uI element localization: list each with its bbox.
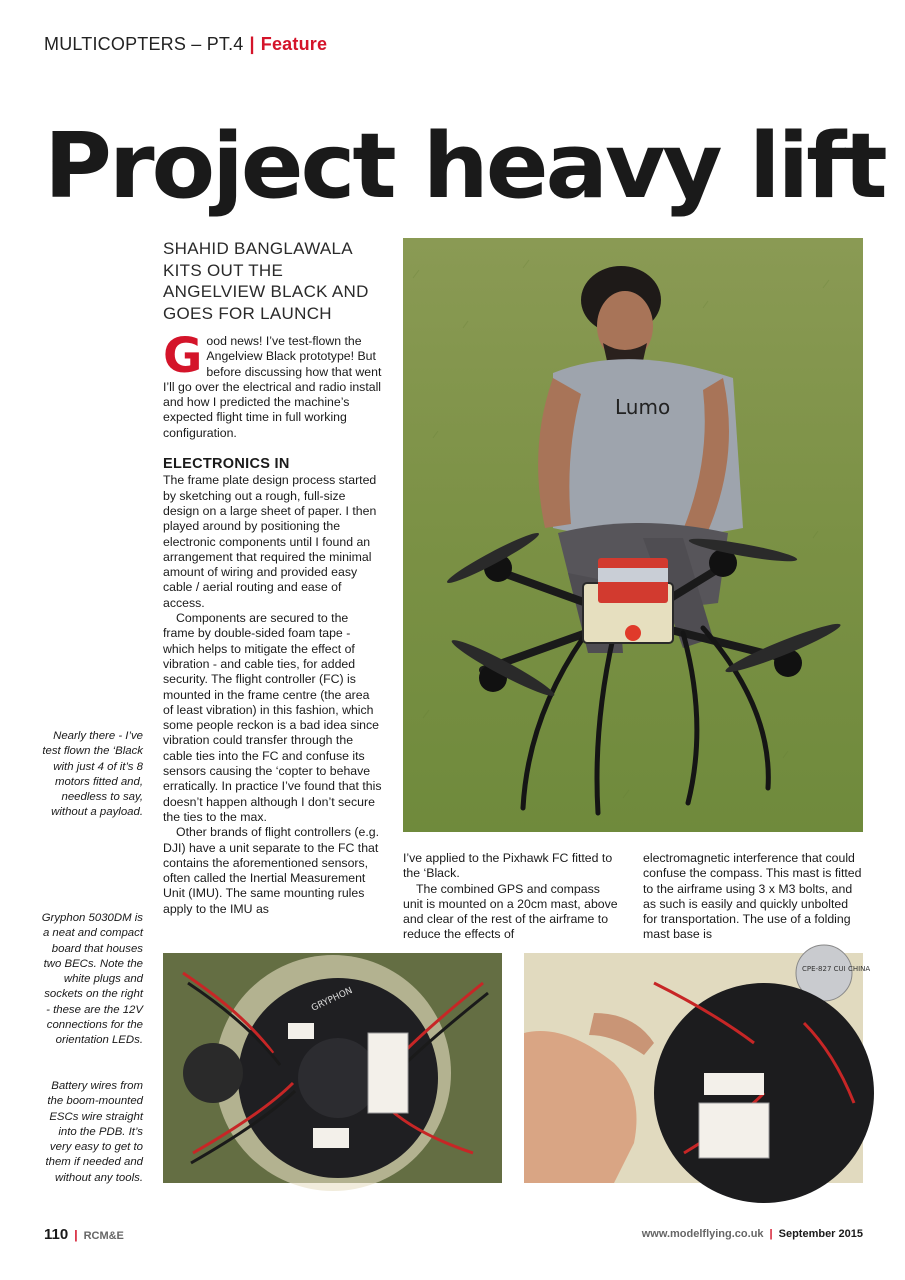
magazine-name: RCM&E bbox=[83, 1230, 124, 1242]
caption-battery-photo: Battery wires from the boom-mounted ESCs wire straight into the PDB. It’s very easy to get to them if needed and without any tools. bbox=[45, 1080, 143, 1184]
header-divider: | bbox=[249, 34, 255, 54]
main-photo-drone bbox=[403, 238, 863, 832]
text-column-1 bbox=[163, 328, 383, 917]
body-paragraph-3: Other brands of flight controllers (e.g. DJI) have a unit separate to the FC that contains the aforementioned sensors, often called the Inertial Measurement Unit (IMU). The same mounting rules apply to the IMU as bbox=[163, 825, 379, 916]
intro-paragraph bbox=[163, 328, 383, 441]
pdb-photo bbox=[163, 953, 502, 1183]
website-url[interactable]: www.modelflying.co.uk bbox=[641, 1228, 764, 1240]
body-paragraph-2: Components are secured to the frame by double-sided foam tape - which helps to mitigate the effect of vibration - and cable ties, for added security. The flight controller (FC) is mounted in the frame centre (the area of least vibration) in this fashion, which some people reckon is a bad idea since vibration could transfer through the cable ties into the FC and confuse its sensors causing the ‘copter to behave erratically. In practice I’ve found that this doesn’t happen although I don’t secure the ties to the max. bbox=[163, 611, 382, 824]
footer-divider: | bbox=[74, 1228, 78, 1242]
footer-divider-right: | bbox=[769, 1228, 773, 1240]
intro-text: ood news! I’ve test-flown the Angelview Black prototype! But before discussing how that went I’ll go over the electrical and radio install and how I predicted the machine’s expected flight time in full working configuration. bbox=[163, 334, 382, 440]
subhead-electronics: ELECTRONICS IN bbox=[163, 456, 290, 473]
component-label-text: CPE-827 CUI CHINA bbox=[802, 965, 871, 973]
text-column-2 bbox=[403, 851, 621, 943]
page-number: 110 bbox=[44, 1226, 69, 1243]
caption-main-photo: Nearly there - I’ve test flown the ‘Black with just 4 of it’s 8 motors fitted and, needless to say, without a payload. bbox=[42, 730, 143, 819]
battery-wiring-photo bbox=[524, 953, 871, 1183]
caption-pdb-photo: Gryphon 5030DM is a neat and compact board that houses two BECs. Note the white plugs and sockets on the right - these are the 12V connections for the orientation LEDs. bbox=[41, 912, 143, 1047]
battery-photo-illustration bbox=[524, 953, 871, 1183]
col2-paragraph-1: I’ve applied to the Pixhawk FC fitted to the ‘Black. bbox=[403, 851, 613, 881]
col3-paragraph-1: electromagnetic interference that could confuse the compass. This mast is fitted to the airframe using 3 x M3 bolts, and as such is easily and quickly unbolted for transportation. The use of a folding mast base is bbox=[643, 851, 862, 942]
issue-date: September 2015 bbox=[778, 1228, 863, 1240]
drone-photo-illustration bbox=[403, 238, 863, 832]
board-text: GRYPHON bbox=[310, 985, 355, 1014]
drop-cap: G bbox=[163, 328, 203, 384]
shirt-text: Lumo bbox=[615, 395, 671, 419]
pdb-photo-illustration bbox=[163, 953, 502, 1183]
footer-left bbox=[44, 1226, 124, 1243]
article-title: Project heavy lift bbox=[44, 114, 885, 219]
col2-paragraph-2: The combined GPS and compass unit is mounted on a 20cm mast, above and clear of the rest of the airframe to reduce the effects of bbox=[403, 881, 618, 942]
standfirst: SHAHID BANGLAWALA KITS OUT THE ANGELVIEW BLACK AND GOES FOR LAUNCH bbox=[163, 239, 369, 323]
section-label: MULTICOPTERS – PT.4 bbox=[44, 34, 244, 54]
body-paragraph-1: The frame plate design process started by sketching out a rough, full-size design on a large sheet of paper. I then played around by positioning the electronic components until I found an arrangement that required the minimal amount of wiring and provided easy cable / aerial routing and ease of access. bbox=[163, 473, 377, 610]
running-header bbox=[44, 34, 327, 55]
footer-right bbox=[642, 1228, 863, 1240]
text-column-3 bbox=[643, 851, 863, 943]
feature-label: Feature bbox=[260, 34, 328, 54]
